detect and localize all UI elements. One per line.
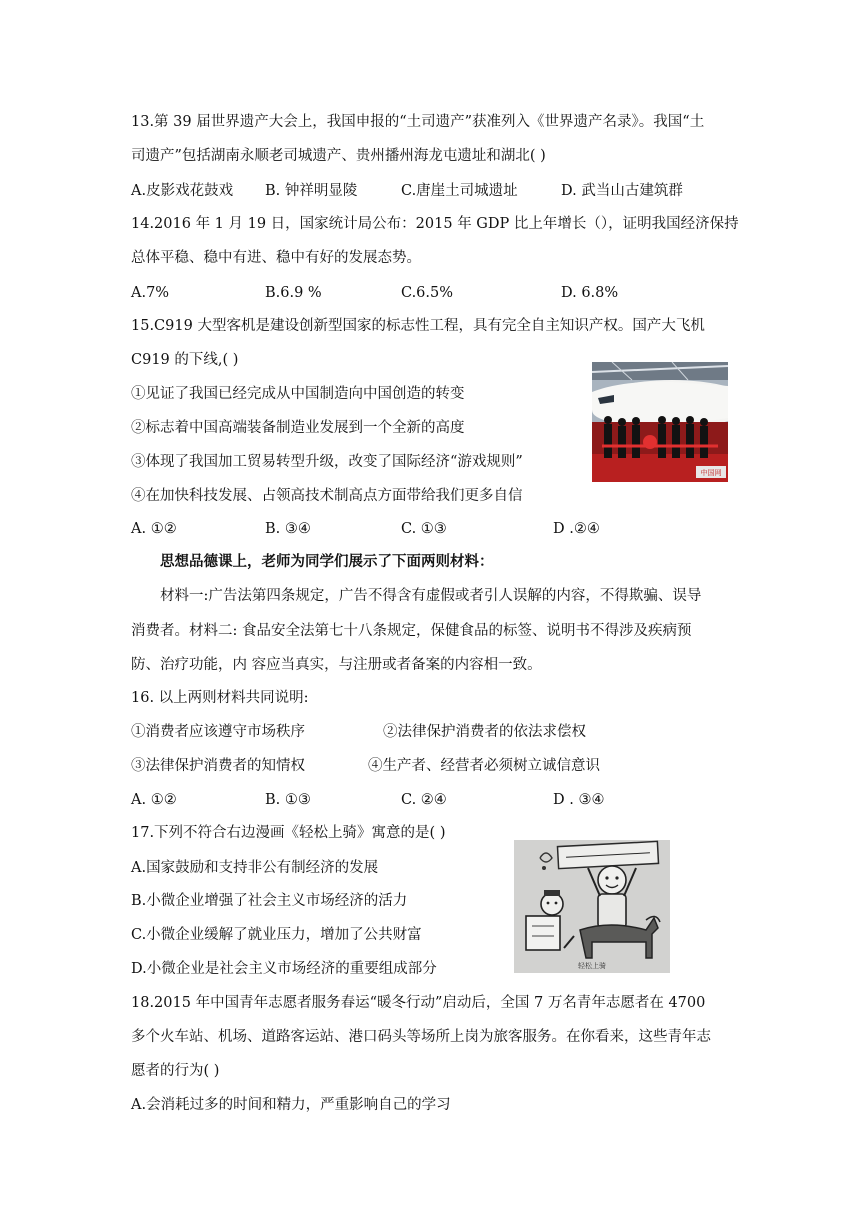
- q17-option-d: D.小微企业是社会主义市场经济的重要组成部分: [131, 961, 437, 977]
- q16-option-a: A. ①②: [131, 792, 177, 808]
- q16-item-1: ①消费者应该遵守市场秩序: [131, 724, 305, 740]
- material-line2: 消费者。材料二: 食品安全法第七十八条规定，保健食品的标签、说明书不得涉及疾病预: [131, 623, 692, 639]
- q13-stem-line2: 司遗产”包括湖南永顺老司城遗产、贵州播州海龙屯遗址和湖北( ): [131, 148, 546, 164]
- q15-option-b: B. ③④: [265, 521, 311, 537]
- q16-option-d: D . ③④: [553, 792, 605, 808]
- q15-option-c: C. ①③: [401, 521, 447, 537]
- material-intro: 思想品德课上，老师为同学们展示了下面两则材料：: [160, 553, 494, 570]
- q13-stem-line1: 13.第 39 届世界遗产大会上，我国申报的“土司遗产”获准列入《世界遗产名录》。我国“土: [131, 114, 705, 130]
- c919-photo: [592, 362, 728, 482]
- q15-item-4: ④在加快科技发展、占领高技术制高点方面带给我们更多自信: [131, 488, 523, 504]
- q13-option-a: A.皮影戏花鼓戏: [131, 183, 234, 199]
- q16-item-2: ②法律保护消费者的依法求偿权: [383, 724, 586, 740]
- q14-stem-line2: 总体平稳、稳中有进、稳中有好的发展态势。: [131, 250, 421, 266]
- q18-stem-line2: 多个火车站、机场、道路客运站、港口码头等场所上岗为旅客服务。在你看来，这些青年志: [131, 1029, 711, 1045]
- q17-option-b: B.小微企业增强了社会主义市场经济的活力: [131, 893, 408, 909]
- q14-option-a: A.7%: [131, 285, 170, 301]
- q15-item-3: ③体现了我国加工贸易转型升级，改变了国际经济“游戏规则”: [131, 454, 523, 470]
- q15-item-1: ①见证了我国已经完成从中国制造向中国创造的转变: [131, 386, 465, 402]
- q14-option-b: B.6.9 %: [265, 285, 322, 301]
- material-line1: 材料一:广告法第四条规定，广告不得含有虚假或者引人误解的内容，不得欺骗、误导: [160, 588, 702, 604]
- q13-option-d: D. 武当山古建筑群: [561, 183, 683, 199]
- q13-option-c: C.唐崖土司城遗址: [401, 183, 518, 199]
- q18-option-a: A.会消耗过多的时间和精力，严重影响自己的学习: [131, 1097, 451, 1113]
- q15-option-d: D .②④: [553, 521, 600, 537]
- q16-stem: 16. 以上两则材料共同说明:: [131, 690, 309, 706]
- q18-stem-line3: 愿者的行为( ): [131, 1063, 220, 1079]
- q16-item-4: ④生产者、经营者必须树立诚信意识: [368, 758, 600, 774]
- q18-stem-line1: 18.2015 年中国青年志愿者服务春运“暖冬行动”启动后，全国 7 万名青年志愿者在 4700: [131, 995, 706, 1011]
- q15-stem-line2: C919 的下线,( ): [131, 352, 239, 368]
- q16-option-c: C. ②④: [401, 792, 447, 808]
- material-line3: 防、治疗功能，内 容应当真实，与注册或者备案的内容相一致。: [131, 657, 542, 673]
- q17-stem: 17.下列不符合右边漫画《轻松上骑》寓意的是( ): [131, 825, 446, 841]
- q13-option-b: B. 钟祥明显陵: [265, 183, 358, 199]
- c919-photo-caption: 中国网: [700, 469, 722, 477]
- c919-photo-drawing: [592, 362, 728, 482]
- q14-option-c: C.6.5%: [401, 285, 454, 301]
- cartoon-caption: 轻松上骑: [578, 962, 606, 970]
- q16-option-b: B. ①③: [265, 792, 311, 808]
- q15-option-a: A. ①②: [131, 521, 177, 537]
- q16-item-3: ③法律保护消费者的知情权: [131, 758, 305, 774]
- q14-option-d: D. 6.8%: [561, 285, 619, 301]
- q15-item-2: ②标志着中国高端装备制造业发展到一个全新的高度: [131, 420, 465, 436]
- q15-stem-line1: 15.C919 大型客机是建设创新型国家的标志性工程，具有完全自主知识产权。国产大飞机: [131, 318, 705, 334]
- cartoon-drawing: [514, 840, 670, 973]
- q17-option-c: C.小微企业缓解了就业压力，增加了公共财富: [131, 927, 422, 943]
- q14-stem-line1: 14.2016 年 1 月 19 日，国家统计局公布：2015 年 GDP 比上年增长（），证明我国经济保持: [131, 216, 739, 232]
- q17-option-a: A.国家鼓励和支持非公有制经济的发展: [131, 860, 379, 876]
- cartoon-image: [514, 840, 670, 973]
